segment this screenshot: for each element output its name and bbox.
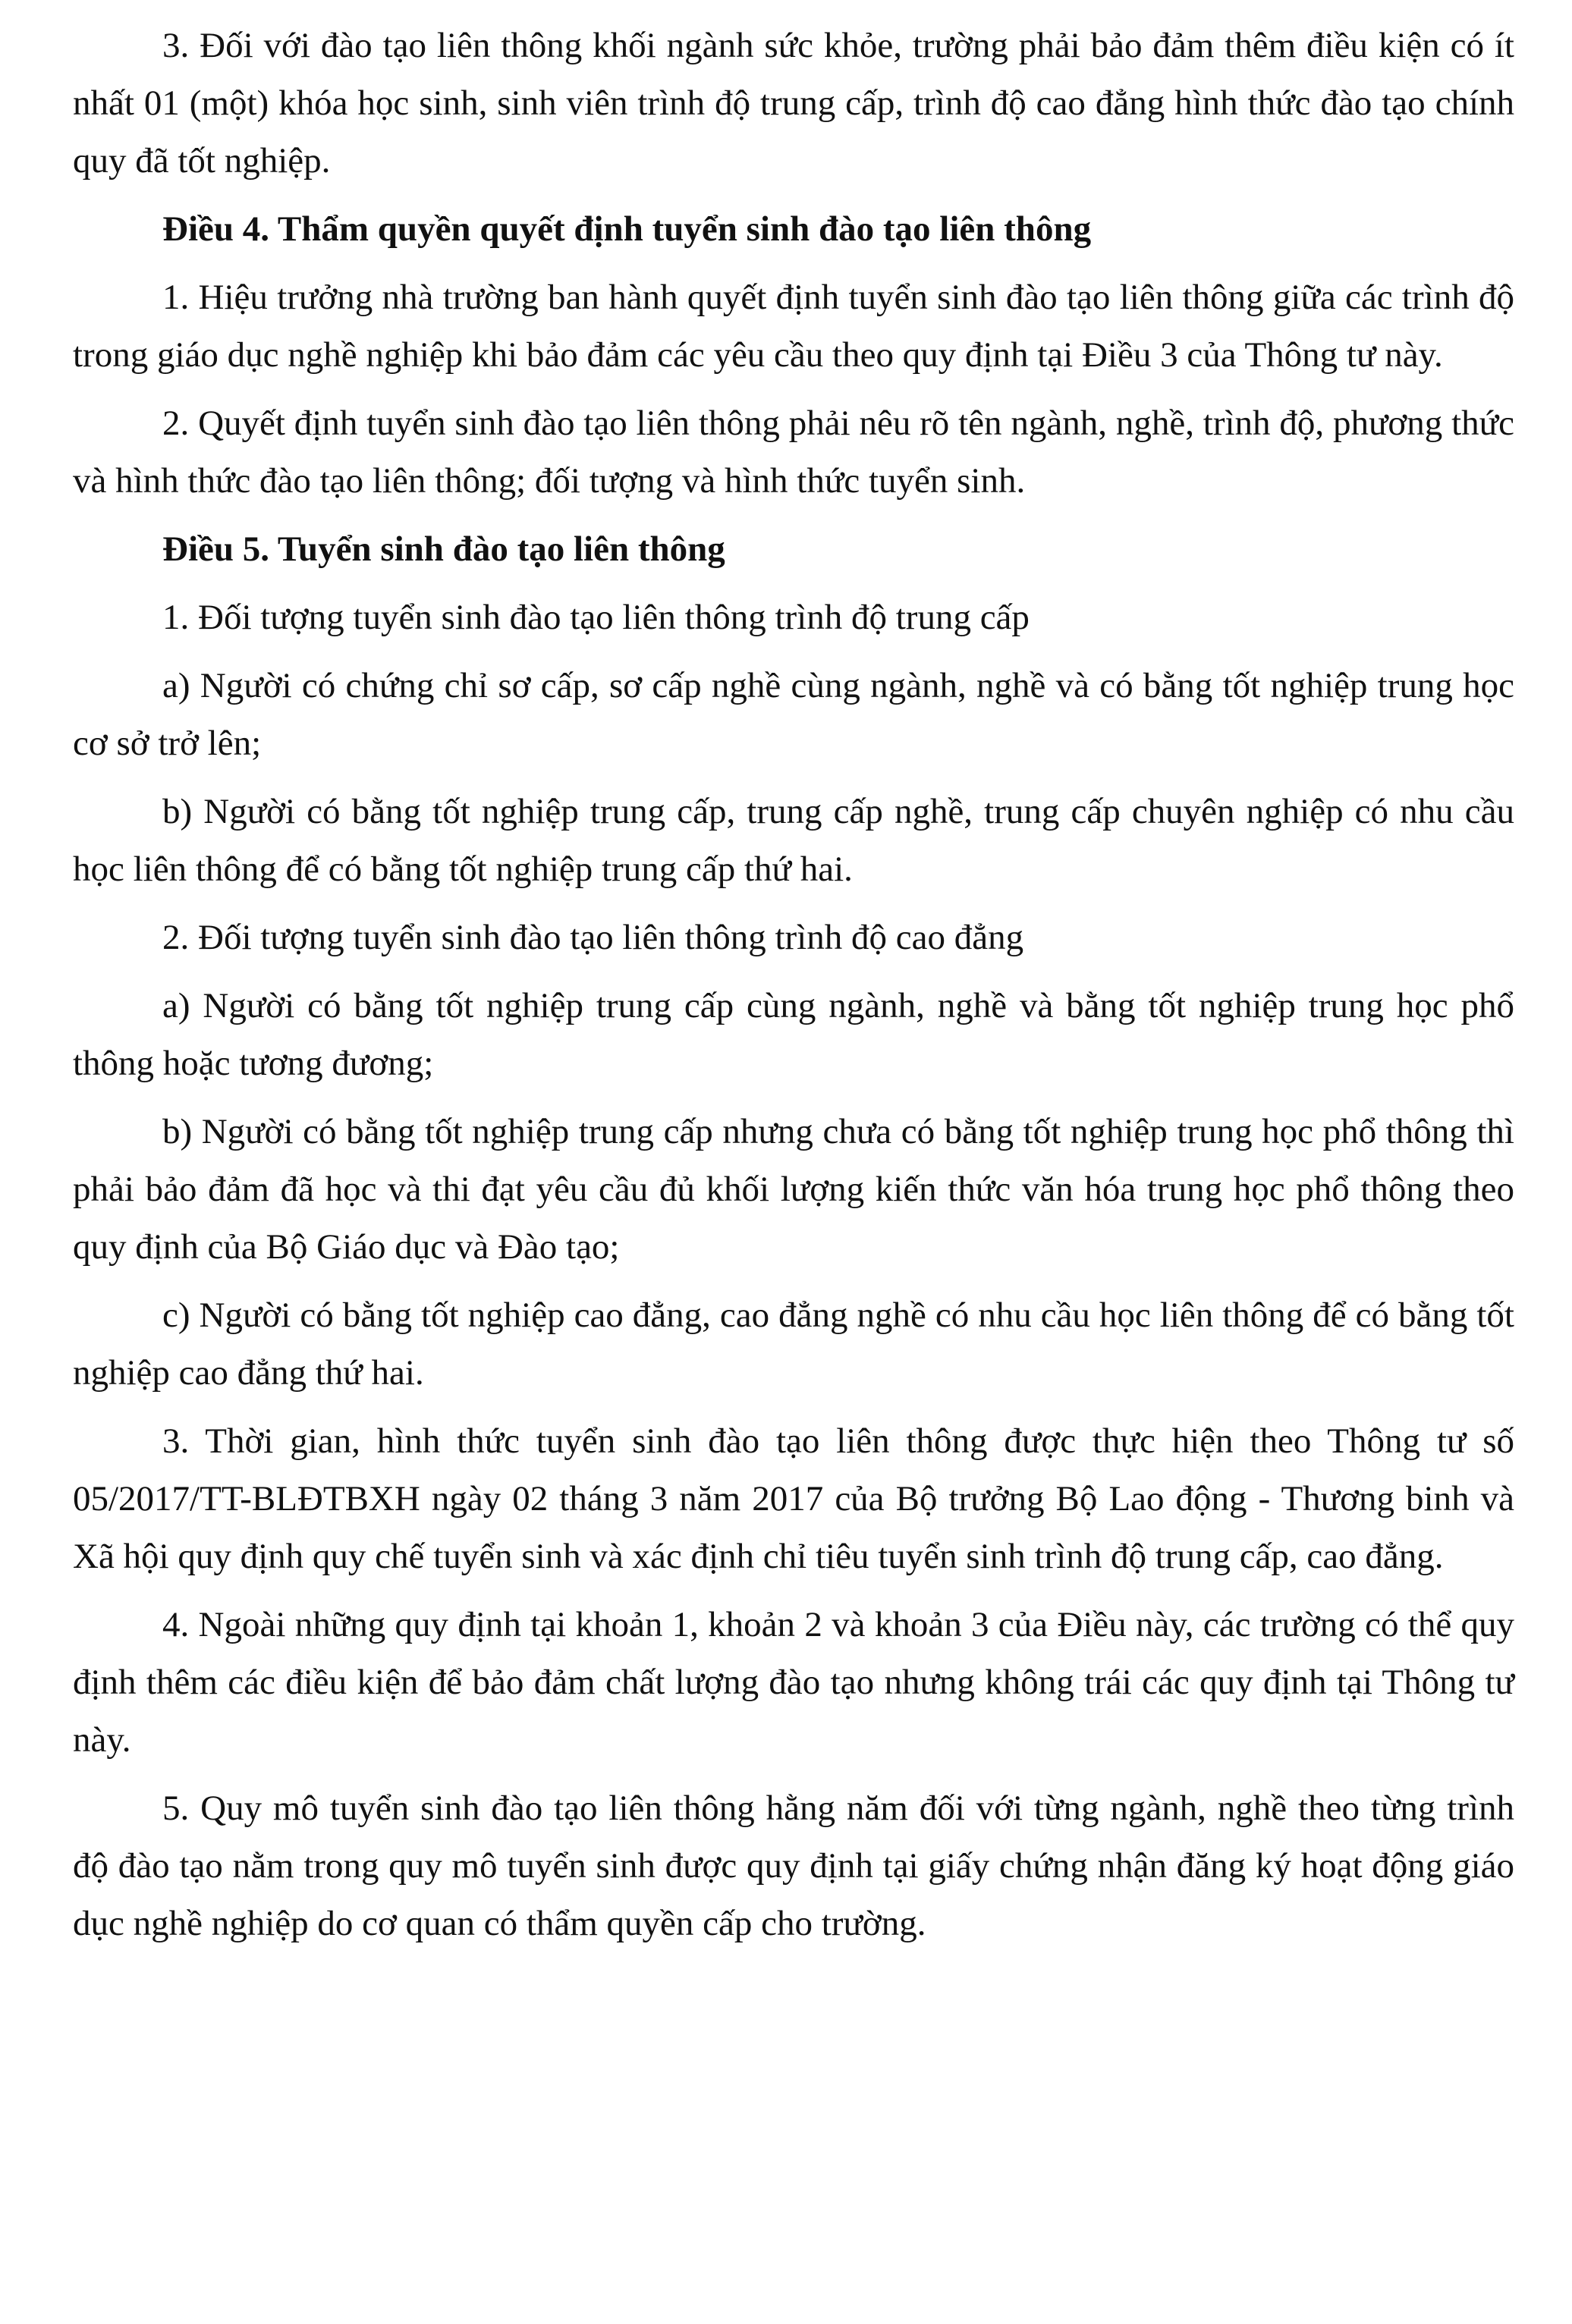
article-5-heading: Điều 5. Tuyển sinh đào tạo liên thông	[162, 529, 725, 569]
paragraph-article4-clause2: 2. Quyết định tuyển sinh đào tạo liên thông phải nêu rõ tên ngành, nghề, trình độ, phương thức và hình thức đào tạo liên thông; đối tượng và hình thức tuyển sinh.	[73, 404, 1514, 501]
paragraph-article5-clause1-b: b) Người có bằng tốt nghiệp trung cấp, trung cấp nghề, trung cấp chuyên nghiệp có nhu cầu học liên thông để có bằng tốt nghiệp trung cấp thứ hai.	[73, 792, 1514, 889]
paragraph-article5-clause5: 5. Quy mô tuyển sinh đào tạo liên thông hằng năm đối với từng ngành, nghề theo từng trình độ đào tạo nằm trong quy mô tuyển sinh được quy định tại giấy chứng nhận đăng ký hoạt động giáo dục nghề nghiệp do cơ quan có thẩm quyền cấp cho trường.	[73, 1789, 1514, 1943]
paragraph-article5-clause2-c: c) Người có bằng tốt nghiệp cao đẳng, cao đẳng nghề có nhu cầu học liên thông để có bằng tốt nghiệp cao đẳng thứ hai.	[73, 1295, 1514, 1393]
paragraph-article5-clause1-a: a) Người có chứng chỉ sơ cấp, sơ cấp nghề cùng ngành, nghề và có bằng tốt nghiệp trung học cơ sở trở lên;	[73, 666, 1514, 763]
paragraph-article5-clause4: 4. Ngoài những quy định tại khoản 1, khoản 2 và khoản 3 của Điều này, các trường có thể quy định thêm các điều kiện để bảo đảm chất lượng đào tạo nhưng không trái các quy định tại Thông tư này.	[73, 1605, 1514, 1760]
document-page	[73, 17, 1514, 1963]
paragraph-article5-clause1: 1. Đối tượng tuyển sinh đào tạo liên thông trình độ trung cấp	[162, 598, 1030, 637]
paragraph-article5-clause3: 3. Thời gian, hình thức tuyển sinh đào tạo liên thông được thực hiện theo Thông tư số 05/2017/TT-BLĐTBXH ngày 02 tháng 3 năm 2017 của Bộ trưởng Bộ Lao động - Thương binh và Xã hội quy định quy chế tuyển sinh và xác định chỉ tiêu tuyển sinh trình độ trung cấp, cao đẳng.	[73, 1421, 1514, 1576]
paragraph-article5-clause2: 2. Đối tượng tuyển sinh đào tạo liên thông trình độ cao đẳng	[162, 918, 1024, 957]
paragraph-article4-clause1: 1. Hiệu trưởng nhà trường ban hành quyết định tuyển sinh đào tạo liên thông giữa các trình độ trong giáo dục nghề nghiệp khi bảo đảm các yêu cầu theo quy định tại Điều 3 của Thông tư này.	[73, 278, 1514, 375]
paragraph-article5-clause2-b: b) Người có bằng tốt nghiệp trung cấp nhưng chưa có bằng tốt nghiệp trung học phổ thông thì phải bảo đảm đã học và thi đạt yêu cầu đủ khối lượng kiến thức văn hóa trung học phổ thông theo quy định của Bộ Giáo dục và Đào tạo;	[73, 1112, 1514, 1267]
paragraph-article5-clause2-a: a) Người có bằng tốt nghiệp trung cấp cùng ngành, nghề và bằng tốt nghiệp trung học phổ thông hoặc tương đương;	[73, 986, 1514, 1083]
article-4-heading: Điều 4. Thẩm quyền quyết định tuyển sinh đào tạo liên thông	[162, 209, 1092, 249]
paragraph-article3-clause3: 3. Đối với đào tạo liên thông khối ngành sức khỏe, trường phải bảo đảm thêm điều kiện có ít nhất 01 (một) khóa học sinh, sinh viên trình độ trung cấp, trình độ cao đẳng hình thức đào tạo chính quy đã tốt nghiệp.	[73, 26, 1514, 181]
